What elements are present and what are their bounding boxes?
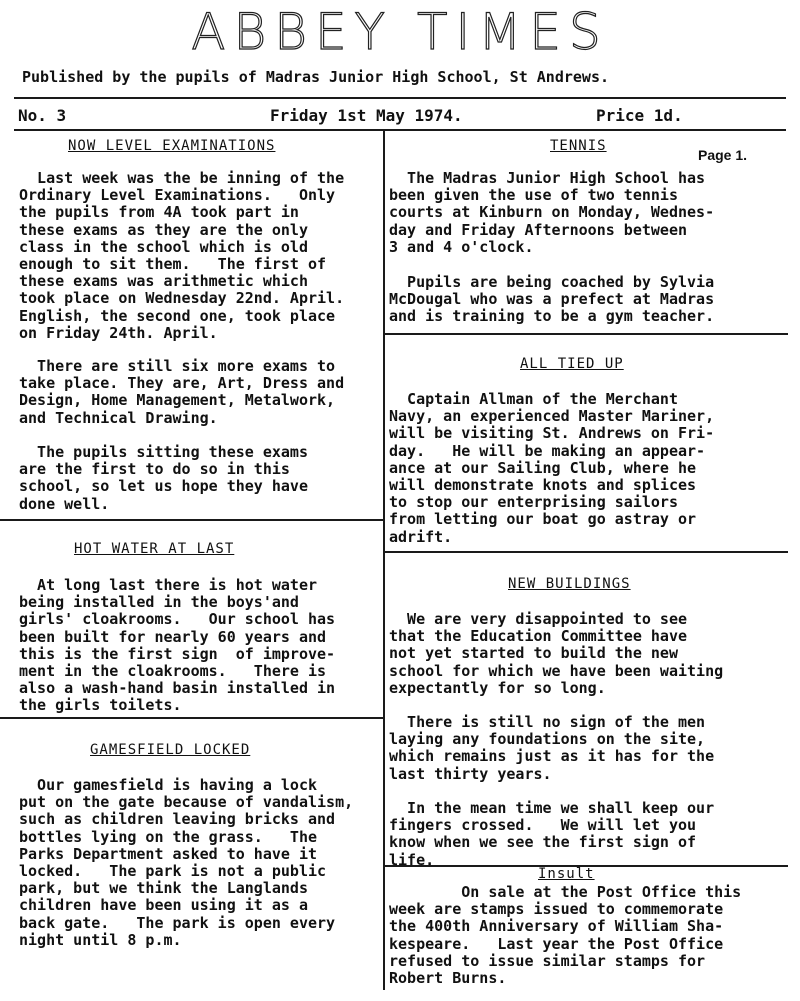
headline-all-tied-up: ALL TIED UP <box>520 356 624 372</box>
hot-water-para-1: At long last there is hot water being installed in the boys'and girls' cloakrooms. Our school has been built for nearly 60 years and this is the first sign of improve- ment in the cloakrooms. There is also a wash-hand basin installed in the girls toilets. <box>19 576 336 715</box>
issue-date: Friday 1st May 1974. <box>270 106 463 125</box>
headline-exams: NOW LEVEL EXAMINATIONS <box>68 138 276 154</box>
headline-new-buildings: NEW BUILDINGS <box>508 576 631 592</box>
new-buildings-para-2: There is still no sign of the men laying any foundations on the site, which remains just as it has for the last thirty years. <box>389 713 715 783</box>
headline-insult: Insult <box>538 866 595 882</box>
rule-right-1 <box>385 333 788 335</box>
exams-para-1: Last week was the be inning of the Ordinary Level Examinations. Only the pupils from 4A took part in these exams as they are the only class in the school which is old enough to sit them. The first of these exams was arithmetic which took place on Wednesday 22nd. April. English, the second one, took place on Friday 24th. April. <box>19 169 345 342</box>
gamesfield-para-1: Our gamesfield is having a lock put on the gate because of vandalism, such as children leaving bricks and bottles lying on the grass. The Parks Department asked to have it locked. The park is not a public park, but we think the Langlands children have been using it as a back gate. The park is open every night until 8 p.m. <box>19 776 354 949</box>
column-divider <box>383 130 385 990</box>
headline-hot-water: HOT WATER AT LAST <box>74 541 235 557</box>
headline-tennis: TENNIS <box>550 138 607 154</box>
exams-para-2: There are still six more exams to take place. They are, Art, Dress and Design, Home Management, Metalwork, and Technical Drawing. <box>19 357 345 427</box>
publisher-line: Published by the pupils of Madras Junior High School, St Andrews. <box>22 68 609 86</box>
tennis-para-1: The Madras Junior High School has been given the use of two tennis courts at Kinburn on Monday, Wednes- day and Friday Afternoons between 3 and 4 o'clock. <box>389 169 715 256</box>
masthead-title: ABBEY TIMES <box>191 3 609 61</box>
new-buildings-para-3: In the mean time we shall keep our fingers crossed. We will let you know when we see the first sign of life. <box>389 799 715 869</box>
rule-under-issue <box>14 129 786 131</box>
issue-price: Price 1d. <box>596 106 683 125</box>
tennis-para-2: Pupils are being coached by Sylvia McDougal who was a prefect at Madras and is training to be a gym teacher. <box>389 273 715 326</box>
issue-number: No. 3 <box>18 106 67 125</box>
page-number: Page 1. <box>698 147 748 163</box>
insult-para-1: On sale at the Post Office this week are stamps issued to commemorate the 400th Anniversary of William Sha- kespeare. Last year the Post Office refused to issue similar stamps for Robert Burns. <box>389 883 742 988</box>
rule-left-2 <box>0 717 383 719</box>
all-tied-up-para-1: Captain Allman of the Merchant Navy, an experienced Master Mariner, will be visiting St. Andrews on Fri- day. He will be making an appear- ance at our Sailing Club, where he will demonstrate knots and splices to stop our enterprising sailors from letting our boat go astray or adrift. <box>389 390 715 546</box>
rule-left-1 <box>0 519 383 521</box>
new-buildings-para-1: We are very disappointed to see that the Education Committee have not yet started to build the new school for which we have been waiting expectantly for so long. <box>389 610 724 697</box>
rule-right-2 <box>385 551 788 553</box>
headline-gamesfield: GAMESFIELD LOCKED <box>90 742 251 758</box>
exams-para-3: The pupils sitting these exams are the first to do so in this school, so let us hope they have done well. <box>19 443 308 513</box>
rule-top <box>14 97 786 99</box>
